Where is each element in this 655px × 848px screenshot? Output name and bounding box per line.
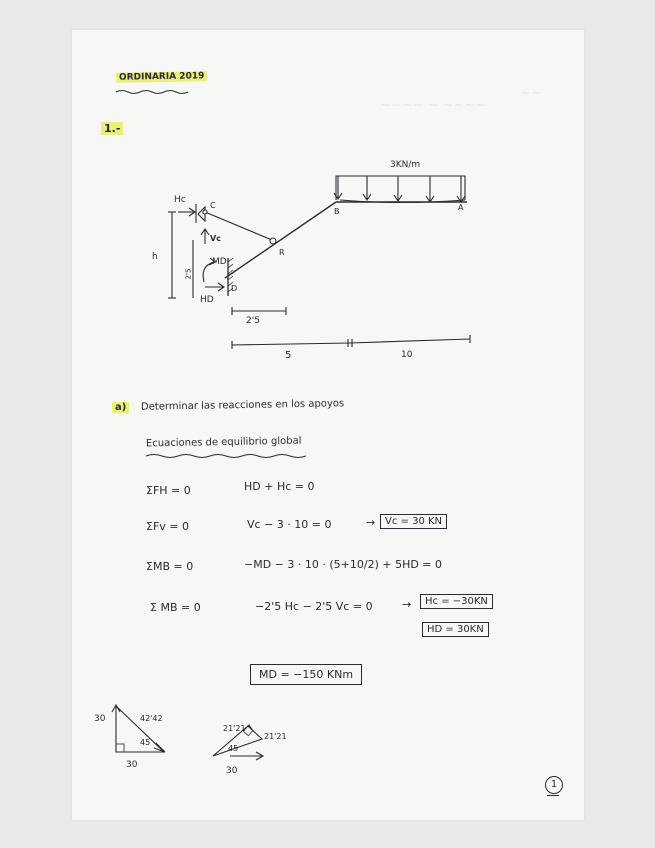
hd-label: HD xyxy=(200,295,214,305)
eq1-rhs: HD + Hc = 0 xyxy=(244,480,315,493)
hc-label: Hc xyxy=(174,195,186,205)
result-arrow: → xyxy=(402,598,412,611)
eq3-lhs: ΣMB = 0 xyxy=(146,560,194,573)
t1-base-label: 30 xyxy=(126,760,138,770)
vc-label: Vc xyxy=(210,234,221,243)
bleed-through-text: ~~~~ ~ ~~~~ xyxy=(380,98,487,113)
eq4-rhs: −2'5 Hc − 2'5 Vc = 0 xyxy=(255,600,373,613)
point-d-label: D xyxy=(231,284,238,293)
eq2-result: Vc = 30 KN xyxy=(380,514,447,529)
bleed-through-text: ~~ xyxy=(520,86,542,101)
load-label: 3KN/m xyxy=(390,160,421,170)
eq1-lhs: ΣFH = 0 xyxy=(146,484,191,497)
problem-number: 1.- xyxy=(101,122,123,135)
md-label: MD xyxy=(212,257,227,267)
md-result: MD = −150 KNm xyxy=(250,664,362,685)
section-a-prompt: Determinar las reacciones en los apoyos xyxy=(140,398,345,413)
t2-hyp-label: 21'21 xyxy=(264,732,287,741)
dim-25-label: 2'5 xyxy=(246,316,260,326)
point-c-label: C xyxy=(210,201,216,210)
dim-10-label: 10 xyxy=(401,350,413,360)
t2-angle-label: 45 xyxy=(228,744,239,753)
result-arrow: → xyxy=(366,516,376,529)
height-25-label: 2'5 xyxy=(184,268,193,280)
equilibrium-subtitle: Ecuaciones de equilibrio global xyxy=(145,435,302,450)
t1-side-label: 30 xyxy=(94,714,106,724)
page-number: 1 xyxy=(545,776,563,794)
eq4-lhs: Σ MB = 0 xyxy=(150,601,201,614)
eq2-lhs: ΣFv = 0 xyxy=(146,520,189,533)
dim-5-label: 5 xyxy=(285,350,292,361)
hc-result: Hc = −30KN xyxy=(420,594,493,609)
hd-result: HD = 30KN xyxy=(422,622,489,637)
section-a-label: a) xyxy=(112,402,129,413)
eq3-rhs: −MD − 3 · 10 · (5+10/2) + 5HD = 0 xyxy=(244,558,443,571)
t1-hyp-label: 42'42 xyxy=(140,714,163,723)
point-r-label: R xyxy=(279,248,285,257)
t1-angle-label: 45 xyxy=(140,738,151,747)
point-b-label: B xyxy=(334,207,340,216)
h-label: h xyxy=(152,252,158,262)
t2-side-label: 21'21 xyxy=(223,724,246,733)
page-title: ORDINARIA 2019 xyxy=(116,71,207,83)
point-a-label: A xyxy=(458,203,464,212)
t2-base-label: 30 xyxy=(226,766,238,776)
page-number-underline xyxy=(547,795,559,796)
eq2-rhs: Vc − 3 · 10 = 0 xyxy=(247,518,332,531)
